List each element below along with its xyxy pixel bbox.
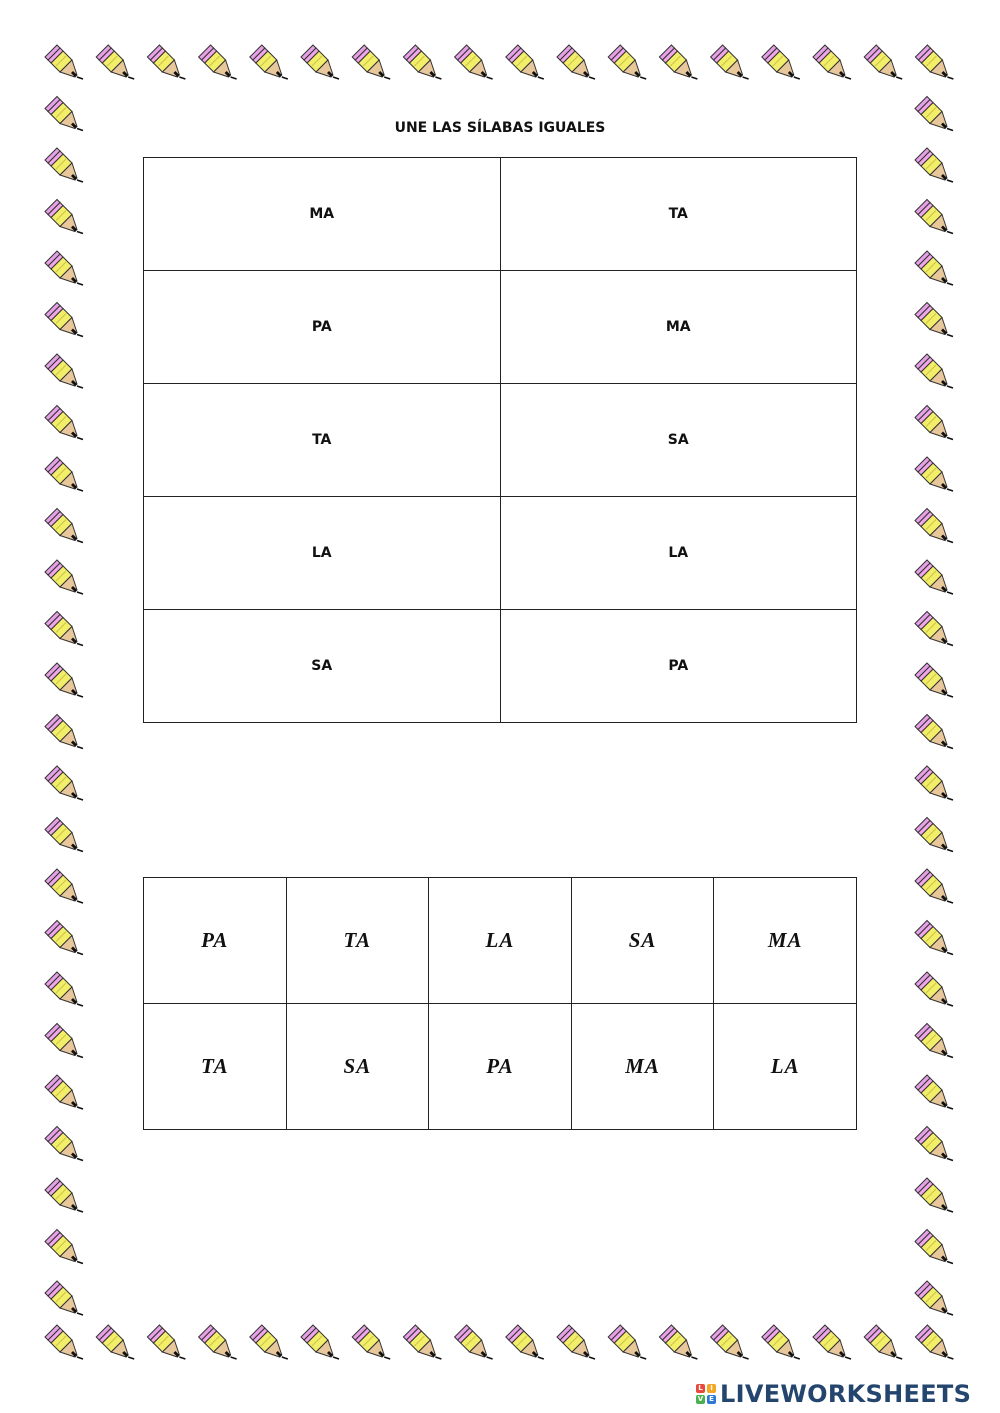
pencil-icon [915, 406, 953, 440]
pencil-icon [813, 45, 851, 79]
liveworksheets-logo[interactable] [696, 1376, 996, 1412]
pencil-icon [45, 406, 83, 440]
right-syllable-cell[interactable]: MA [500, 271, 857, 384]
pencil-icon [147, 1325, 185, 1359]
cursive-syllable-cell[interactable]: PA [144, 878, 287, 1004]
table-row [144, 497, 857, 610]
pencil-icon [45, 200, 83, 234]
pencil-icon [915, 200, 953, 234]
pencil-icon [45, 1024, 83, 1058]
pencil-icon [45, 251, 83, 285]
pencil-icon [915, 354, 953, 388]
pencil-icon [915, 148, 953, 182]
pencil-icon [45, 972, 83, 1006]
pencil-icon [45, 509, 83, 543]
pencil-icon [250, 1325, 288, 1359]
left-syllable-cell[interactable]: TA [144, 384, 501, 497]
pencil-icon [915, 251, 953, 285]
pencil-icon [915, 1024, 953, 1058]
pencil-icon [915, 869, 953, 903]
cursive-syllable-cell[interactable]: LA [429, 878, 572, 1004]
pencil-icon [45, 921, 83, 955]
pencil-icon [915, 663, 953, 697]
pencil-icon [915, 715, 953, 749]
pencil-icon [45, 45, 83, 79]
pencil-icon [147, 45, 185, 79]
pencil-icon [352, 1325, 390, 1359]
pencil-icon [659, 45, 697, 79]
right-syllable-cell[interactable]: TA [500, 158, 857, 271]
pencil-icon [455, 1325, 493, 1359]
cursive-syllable-cell[interactable]: TA [286, 878, 429, 1004]
cursive-syllable-cell[interactable]: MA [571, 1004, 714, 1130]
pencil-icon [96, 1325, 134, 1359]
pencil-icon [915, 972, 953, 1006]
cursive-syllable-cell[interactable]: MA [714, 878, 857, 1004]
pencil-icon [250, 45, 288, 79]
pencil-icon [96, 45, 134, 79]
pencil-icon [915, 1075, 953, 1109]
cursive-syllable-cell[interactable]: LA [714, 1004, 857, 1130]
pencil-icon [813, 1325, 851, 1359]
pencil-icon [608, 1325, 646, 1359]
pencil-icon [45, 869, 83, 903]
cursive-syllable-table [143, 877, 857, 1130]
pencil-icon [557, 45, 595, 79]
table-row [144, 1004, 857, 1130]
pencil-icon [711, 45, 749, 79]
cursive-syllable-cell[interactable]: SA [571, 878, 714, 1004]
cursive-syllable-cell[interactable]: SA [286, 1004, 429, 1130]
pencil-icon [915, 1281, 953, 1315]
pencil-icon [915, 457, 953, 491]
pencil-icon [915, 1127, 953, 1161]
pencil-icon [45, 1178, 83, 1212]
table-row [144, 271, 857, 384]
pencil-icon [45, 612, 83, 646]
brand-name: LIVEWORKSHEETS [720, 1380, 972, 1408]
table-row [144, 158, 857, 271]
pencil-icon [45, 715, 83, 749]
pencil-icon [403, 45, 441, 79]
pencil-icon [199, 45, 237, 79]
logo-mark-letter: I [707, 1384, 716, 1393]
pencil-icon [45, 818, 83, 852]
pencil-icon [915, 612, 953, 646]
pencil-icon [455, 45, 493, 79]
left-syllable-cell[interactable]: MA [144, 158, 501, 271]
pencil-icon [45, 1230, 83, 1264]
pencil-icon [608, 45, 646, 79]
matching-table [143, 157, 857, 723]
table-row [144, 610, 857, 723]
pencil-icon [45, 766, 83, 800]
right-syllable-cell[interactable]: LA [500, 497, 857, 610]
left-syllable-cell[interactable]: PA [144, 271, 501, 384]
right-syllable-cell[interactable]: SA [500, 384, 857, 497]
pencil-icon [199, 1325, 237, 1359]
pencil-icon [506, 45, 544, 79]
pencil-icon [915, 1230, 953, 1264]
cursive-syllable-cell[interactable]: TA [144, 1004, 287, 1130]
pencil-icon [45, 303, 83, 337]
pencil-icon [45, 1325, 83, 1359]
cursive-syllable-cell[interactable]: PA [429, 1004, 572, 1130]
pencil-icon [557, 1325, 595, 1359]
logo-mark-letter: V [697, 1395, 704, 1403]
pencil-icon [915, 560, 953, 594]
logo-mark-letter: L [696, 1384, 705, 1393]
pencil-icon [659, 1325, 697, 1359]
left-syllable-cell[interactable]: SA [144, 610, 501, 723]
pencil-icon [915, 818, 953, 852]
table-row [144, 878, 857, 1004]
pencil-icon [45, 148, 83, 182]
pencil-icon [45, 1127, 83, 1161]
pencil-icon [45, 354, 83, 388]
pencil-icon [915, 766, 953, 800]
pencil-icon [915, 1325, 953, 1359]
pencil-icon [506, 1325, 544, 1359]
worksheet-title: UNE LAS SÍLABAS IGUALES [394, 120, 606, 136]
left-syllable-cell[interactable]: LA [144, 497, 501, 610]
pencil-icon [762, 45, 800, 79]
pencil-icon [45, 1281, 83, 1315]
pencil-icon [352, 45, 390, 79]
pencil-icon [45, 1075, 83, 1109]
pencil-icon [864, 45, 902, 79]
pencil-icon [915, 921, 953, 955]
logo-mark-icon [696, 1384, 716, 1404]
table-row [144, 384, 857, 497]
pencil-icon [45, 663, 83, 697]
pencil-icon [301, 45, 339, 79]
pencil-icon [403, 1325, 441, 1359]
pencil-icon [711, 1325, 749, 1359]
pencil-icon [45, 457, 83, 491]
pencil-icon [915, 303, 953, 337]
pencil-icon [915, 45, 953, 79]
logo-mark-letter: E [707, 1395, 716, 1404]
pencil-icon [915, 1178, 953, 1212]
pencil-icon [301, 1325, 339, 1359]
pencil-icon [762, 1325, 800, 1359]
pencil-icon [864, 1325, 902, 1359]
pencil-icon [915, 509, 953, 543]
right-syllable-cell[interactable]: PA [500, 610, 857, 723]
pencil-icon [45, 560, 83, 594]
